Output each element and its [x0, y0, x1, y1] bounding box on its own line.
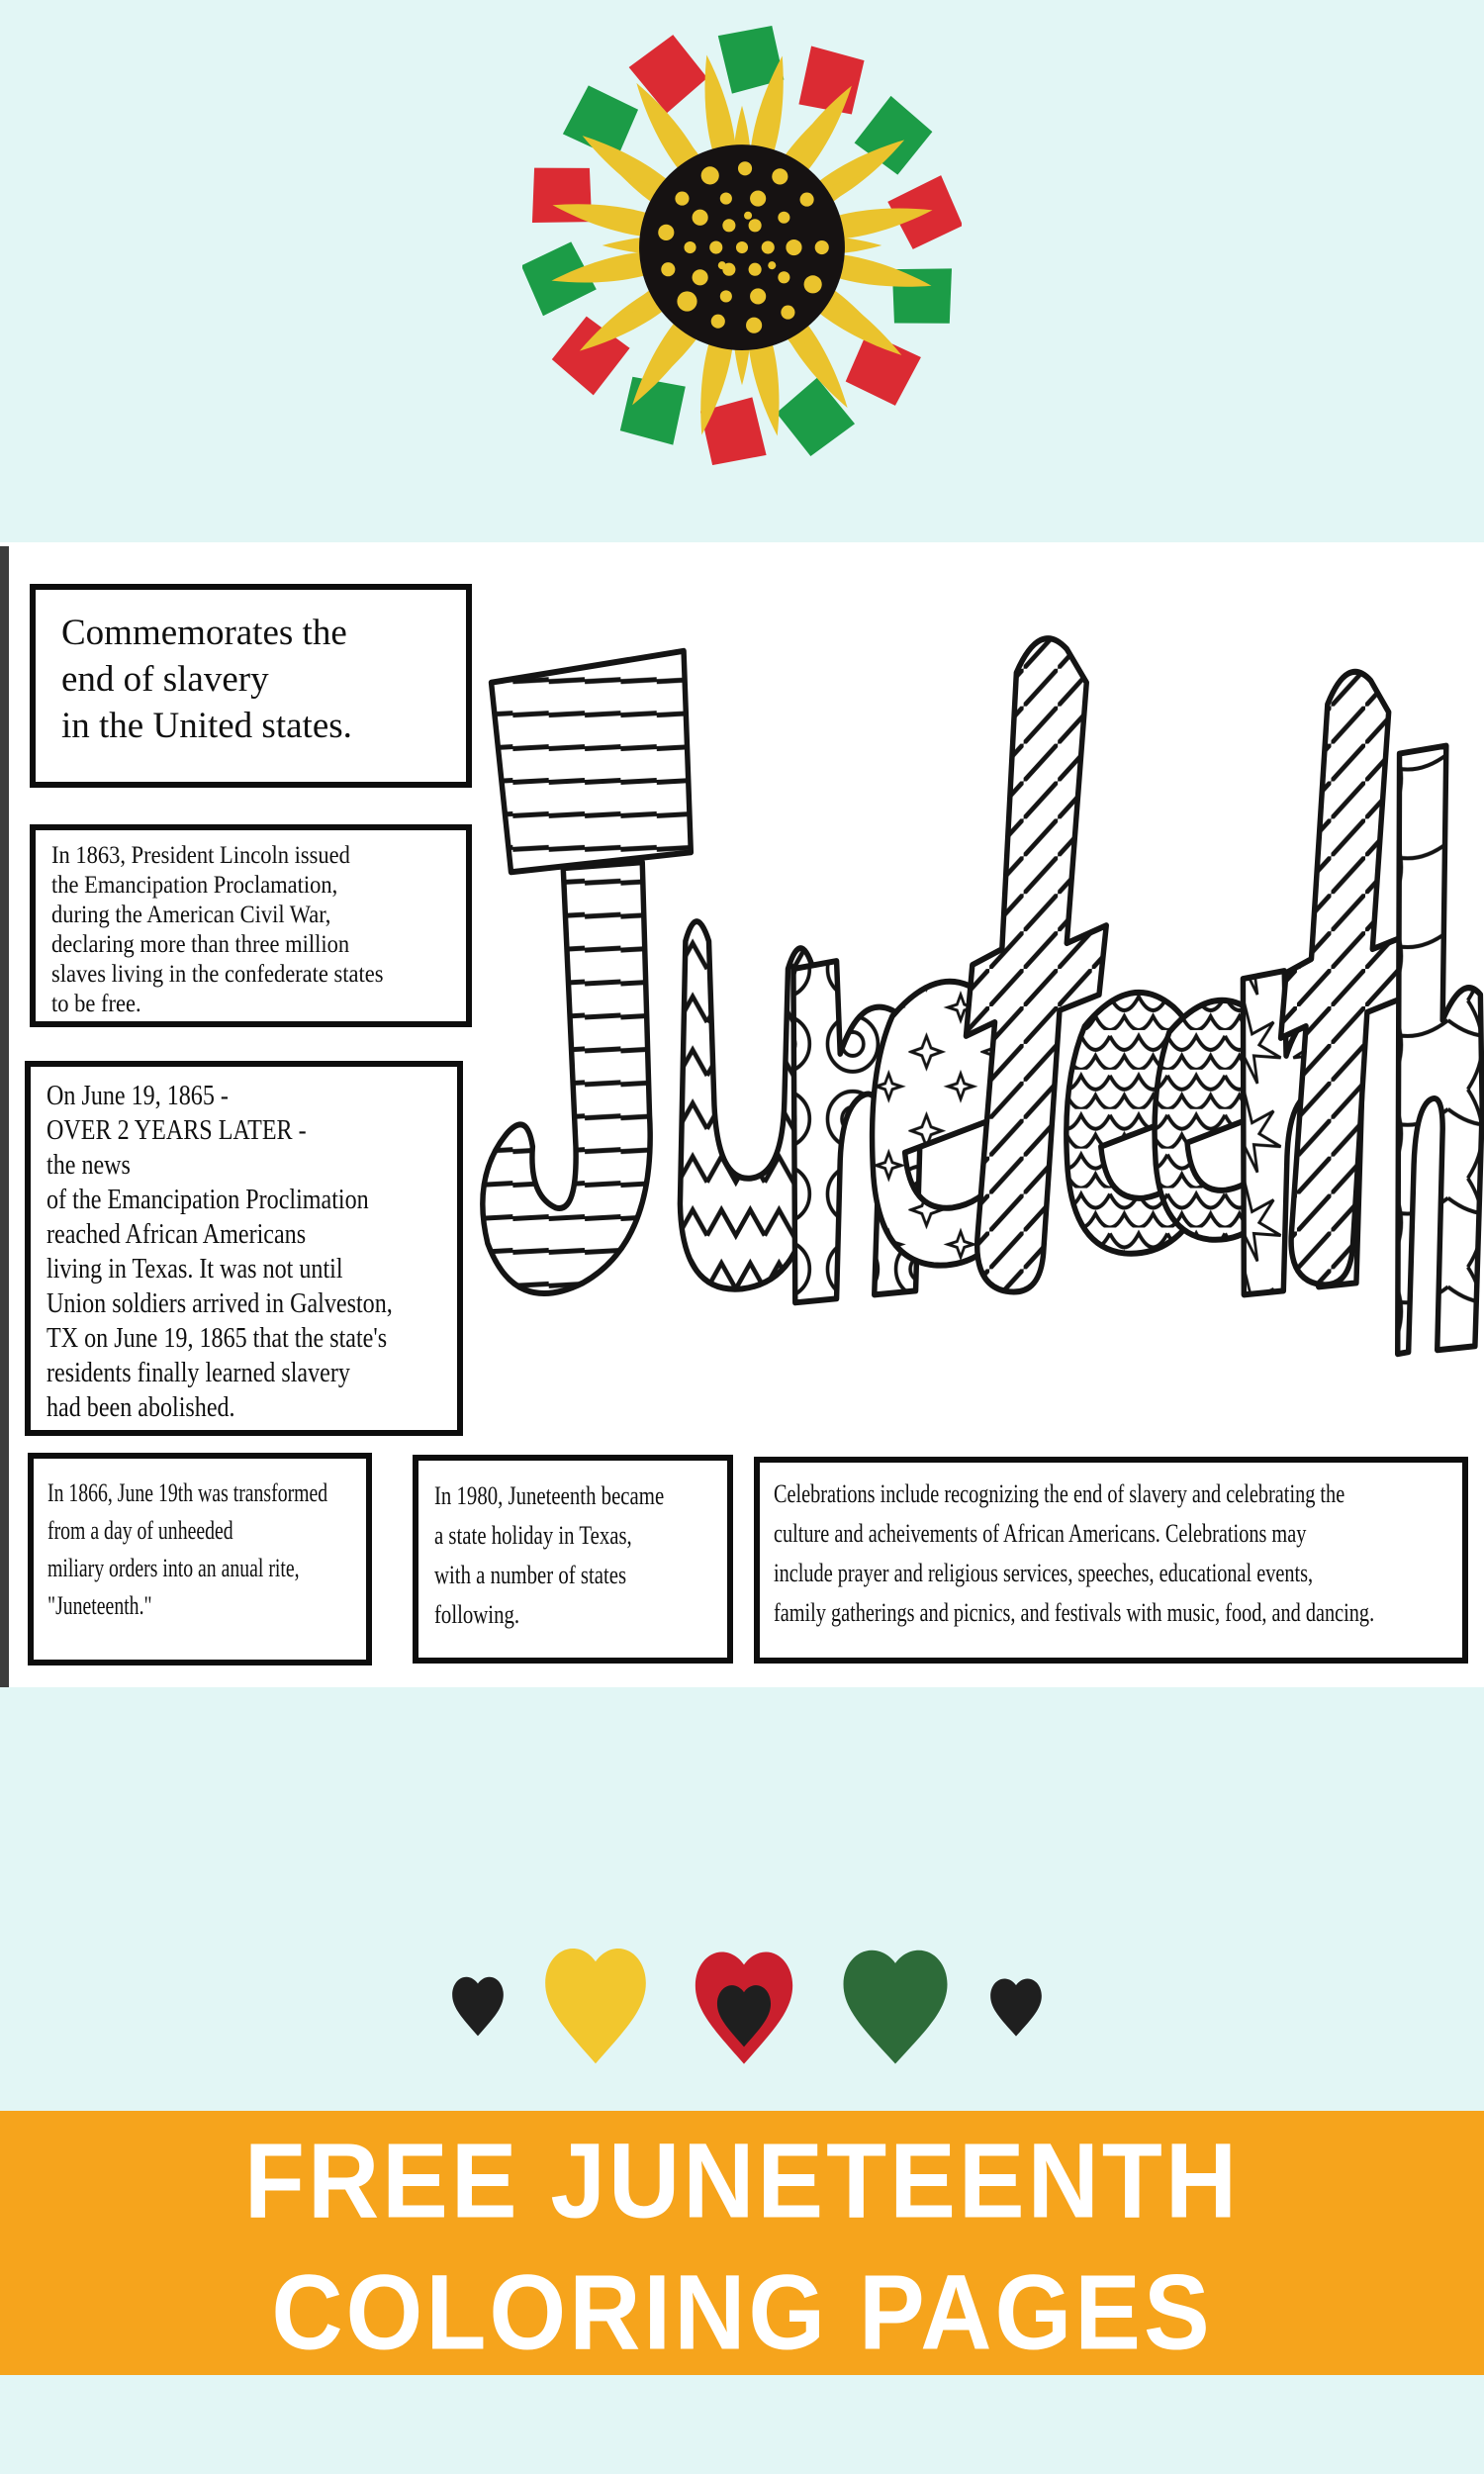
fact-line: the news: [46, 1150, 131, 1181]
fact-box-1866: [28, 1453, 372, 1665]
fact-line: reached African Americans: [46, 1219, 307, 1250]
fact-line: declaring more than three million: [51, 931, 350, 958]
fact-line: following.: [434, 1600, 520, 1629]
black-heart-icon: [985, 1969, 1047, 2045]
fact-line: slaves living in the confederate states: [51, 961, 384, 988]
fact-line: from a day of unheeded: [47, 1516, 233, 1545]
fact-line: with a number of states: [434, 1561, 627, 1589]
fact-line: to be free.: [51, 991, 141, 1017]
fact-line: miliary orders into an anual rite,: [47, 1554, 300, 1582]
yellow-heart-icon: [535, 1930, 656, 2080]
fact-box-1863: [30, 824, 472, 1027]
fact-line: Union soldiers arrived in Galveston,: [46, 1288, 393, 1319]
fact-line: "Juneteenth.": [47, 1591, 152, 1620]
black-heart-icon: [447, 1967, 509, 2045]
sunflower-icon: [522, 26, 962, 465]
sunflower-center: [639, 144, 845, 350]
fact-box-1980: [413, 1455, 733, 1664]
fact-line: residents finally learned slavery: [46, 1358, 350, 1388]
fact-line: of the Emancipation Proclimation: [46, 1185, 369, 1215]
fact-line: In 1980, Juneteenth became: [434, 1481, 665, 1510]
fact-line: include prayer and religious services, speeches, educational events,: [774, 1559, 1314, 1587]
fact-line: Celebrations include recognizing the end of slavery and celebrating the: [774, 1479, 1345, 1508]
headline-line: Commemorates the: [61, 613, 347, 653]
fact-box-celebrations: [754, 1457, 1468, 1664]
fact-box-1865: [25, 1061, 463, 1436]
fact-line: during the American Civil War,: [51, 902, 331, 928]
fact-line: OVER 2 YEARS LATER -: [46, 1115, 307, 1146]
fact-line: TX on June 19, 1865 that the state's: [46, 1323, 388, 1354]
red-black-heart-icon: [686, 1934, 802, 2080]
fact-line: had been abolished.: [46, 1392, 235, 1423]
fact-line: a state holiday in Texas,: [434, 1521, 632, 1550]
banner-title-line-2: COLORING PAGES: [271, 2252, 1213, 2373]
headline-line: in the United states.: [61, 706, 352, 746]
fact-line: culture and acheivements of African Americans. Celebrations may: [774, 1519, 1307, 1548]
headline-line: end of slavery: [61, 659, 269, 700]
fact-line: On June 19, 1865 -: [46, 1081, 229, 1111]
green-heart-icon: [833, 1932, 958, 2080]
panel-left-edge: [0, 546, 9, 1687]
fact-line: In 1863, President Lincoln issued: [51, 842, 350, 869]
fact-line: living in Texas. It was not until: [46, 1254, 343, 1285]
fact-line: the Emancipation Proclamation,: [51, 872, 338, 899]
fact-line: In 1866, June 19th was transformed: [47, 1478, 328, 1507]
juneteenth-doodle-art: [477, 556, 1484, 1445]
banner-title-line-1: FREE JUNETEENTH: [243, 2121, 1241, 2241]
headline-box: [30, 584, 472, 788]
fact-line: family gatherings and picnics, and festivals with music, food, and dancing.: [774, 1598, 1375, 1627]
